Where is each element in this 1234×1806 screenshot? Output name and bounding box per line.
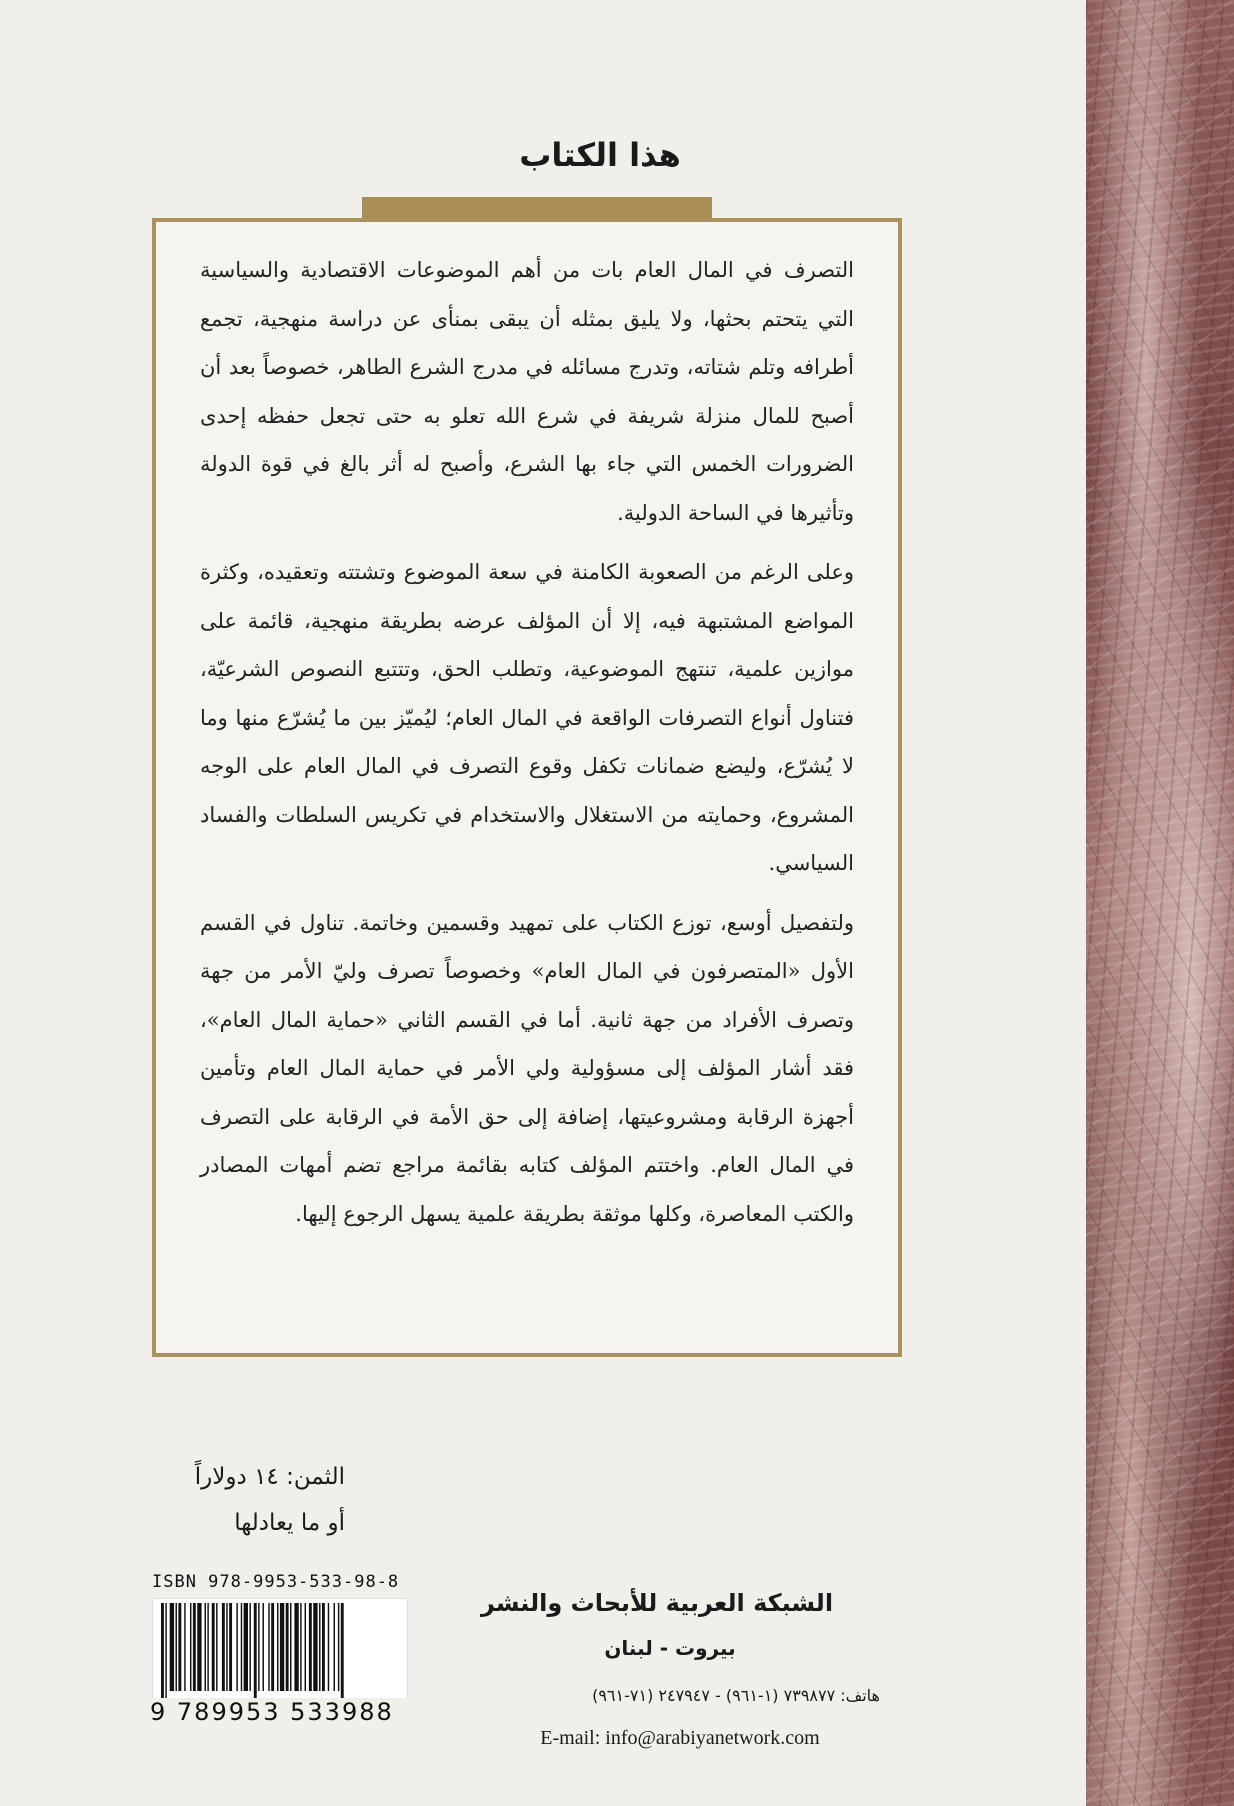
isbn-barcode [152, 1598, 408, 1714]
barcode-bar [193, 1603, 196, 1691]
barcode-bar [205, 1603, 206, 1691]
isbn-label: ISBN 978-9953-533-98-8 [152, 1572, 400, 1592]
price-block [145, 1454, 345, 1546]
barcode-bar [184, 1603, 185, 1691]
barcode-bar [294, 1603, 298, 1691]
barcode-bar [207, 1603, 208, 1691]
barcode-bar [212, 1603, 215, 1691]
barcode-bar [190, 1603, 191, 1691]
barcode-bar [334, 1603, 335, 1691]
barcode-bar [300, 1603, 301, 1691]
barcode-bar [290, 1603, 291, 1691]
barcode-bar [341, 1603, 344, 1703]
price-line: الثمن: ١٤ دولاراً [194, 1464, 345, 1490]
barcode-bar [197, 1603, 201, 1691]
barcode-bar [241, 1603, 242, 1691]
barcode-bar [161, 1603, 164, 1703]
barcode-bar [244, 1603, 248, 1691]
section-heading: هذا الكتاب [519, 136, 681, 174]
publisher-city: بيروت - لبنان [604, 1636, 736, 1660]
barcode-bar [249, 1603, 250, 1691]
barcode-bar [328, 1603, 329, 1691]
barcode-bar [271, 1603, 274, 1691]
barcode-bar [277, 1603, 278, 1691]
barcode-bar [268, 1603, 269, 1691]
publisher-email: E-mail: info@arabiyanetwork.com [540, 1727, 820, 1749]
barcode-bar [322, 1603, 325, 1691]
barcode-bars [153, 1599, 407, 1703]
description-paragraph-1: التصرف في المال العام بات من أهم الموضوعات الاقتصادية والسياسية التي يتحتم بحثها، ولا يليق بمثله أن يبقى بمنأى عن دراسة منهجية، تجمع أطرافه وتلم شتاته، وتدرج مسائله في مدرج الشرع الطاهر، خصوصاً بعد أن أصبح للمال منزلة شريفة في شرع الله تعلو به حتى تجعل حفظه إحدى الضرورات الخمس التي جاء بها الشرع، وأصبح له أثر بالغ في قوة الدولة وتأثيرها في الساحة الدولية. [200, 258, 854, 525]
barcode-bar [305, 1603, 306, 1691]
description-frame [152, 218, 902, 1357]
barcode-bar [176, 1603, 177, 1691]
barcode-bar [165, 1603, 166, 1703]
price-equivalent-line: أو ما يعادلها [234, 1510, 345, 1536]
description-paragraph-2: وعلى الرغم من الصعوبة الكامنة في سعة الموضوع وتشتته وتعقيده، وكثرة المواضع المشتبهة فيه، إلا أن المؤلف عرضه بطريقة منهجية، قائمة على موازين علمية، تنتهج الموضوعية، وتطلب الحق، وتتتبع النصوص الشرعيّة، فتناول أنواع التصرفات الواقعة في المال العام؛ ليُميّز بين ما يُشرّع منها وما لا يُشرّع، وليضع ضمانات تكفل وقوع التصرف في المال العام على الوجه المشروع، وحمايته من الاستغلال والاستخدام في تكريس السلطات والفساد السياسي. [200, 560, 854, 875]
barcode-bar [263, 1603, 264, 1691]
barcode-bar [226, 1603, 227, 1691]
barcode-bar [178, 1603, 181, 1691]
barcode-number: 9 789953 533988 [148, 1698, 416, 1726]
publisher-phone: هاتف: ٧٣٩٨٧٧ (١-٩٦١) - ٢٤٧٩٤٧ (٧١-٩٦١) [592, 1686, 880, 1705]
barcode-bar [258, 1603, 259, 1691]
description-paragraph-3: ولتفصيل أوسع، توزع الكتاب على تمهيد وقسمين وخاتمة. تناول في القسم الأول «المتصرفون في المال العام» وخصوصاً تصرف وليّ الأمر من جهة وتصرف الأفراد من جهة ثانية. أما في القسم الثاني «حماية المال العام»، فقد أشار المؤلف إلى مسؤولية ولي الأمر في حماية المال العام وتأمين أجهزة الرقابة ومشروعيتها، إضافة إلى حق الأمة في الرقابة على التصرف في المال العام. واختتم المؤلف كتابه بقائمة مراجع تضم أمهات المصادر والكتب المعاصرة، وكلها موثقة بطريقة علمية يسهل الرجوع إليها. [200, 910, 854, 1226]
barcode-bar [229, 1603, 232, 1691]
barcode-bar [236, 1603, 237, 1691]
barcode-bar [280, 1603, 284, 1691]
publisher-block [440, 1580, 900, 1758]
barcode-bar [286, 1603, 289, 1691]
barcode-bar [170, 1603, 174, 1691]
barcode-bar [313, 1603, 317, 1691]
heading-tab-bar [362, 197, 712, 219]
barcode-bar [222, 1603, 225, 1691]
barcode-bar [216, 1603, 217, 1691]
barcode-bar [309, 1603, 312, 1691]
description-text [200, 246, 854, 1249]
barcode-bar [319, 1603, 320, 1691]
publisher-name: الشبكة العربية للأبحاث والنشر [480, 1589, 834, 1617]
spine-texture-strip [1086, 0, 1234, 1806]
barcode-bar [254, 1603, 257, 1703]
barcode-bar [338, 1603, 339, 1691]
